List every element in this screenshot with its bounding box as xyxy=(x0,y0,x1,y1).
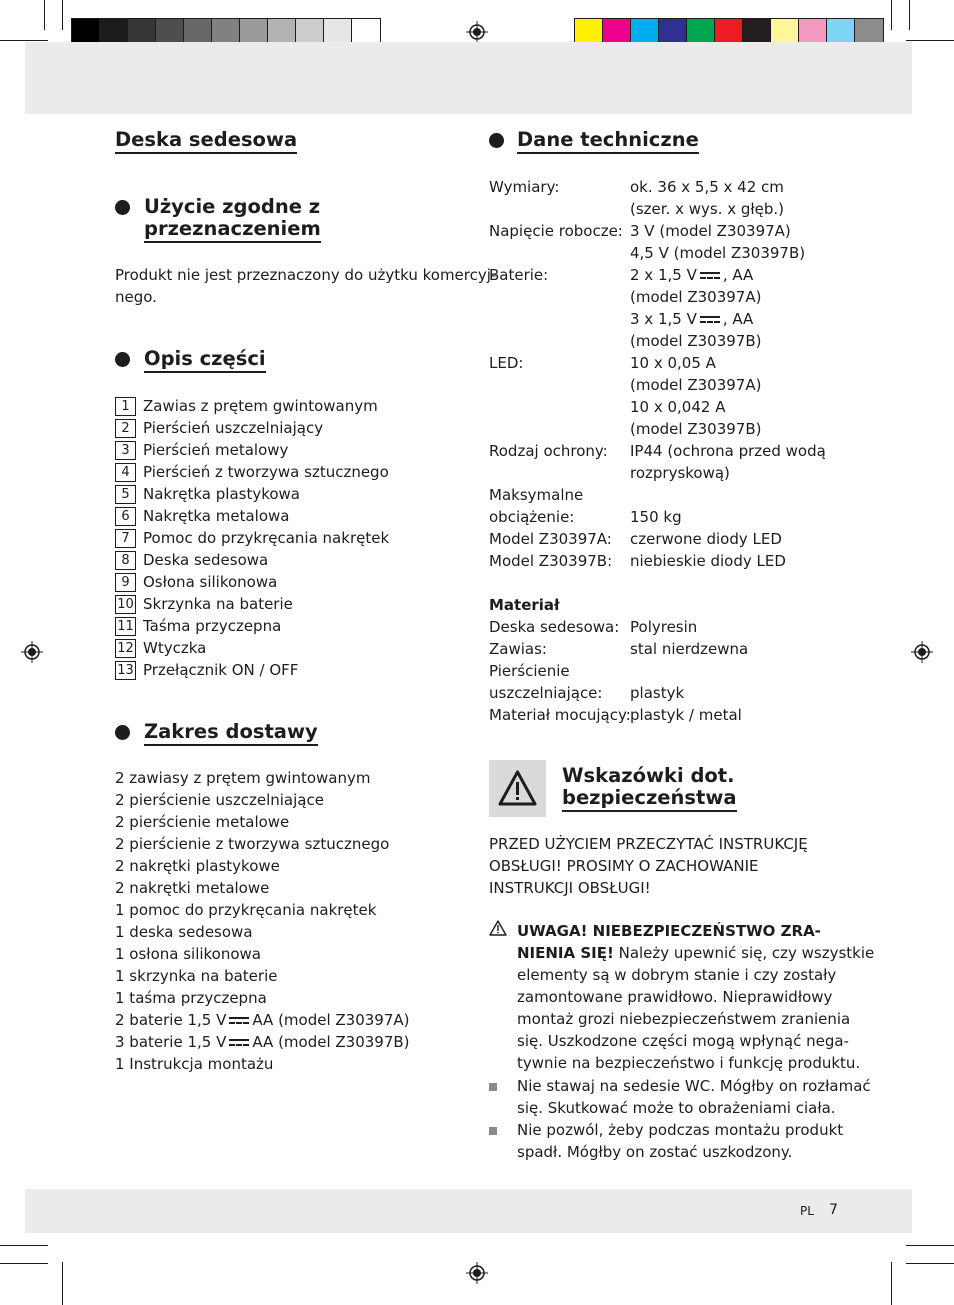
dc-symbol-icon xyxy=(700,315,720,324)
tech-value: (szer. x wys. x głęb.) xyxy=(630,200,785,218)
tech-value-text: 3 x 1,5 V xyxy=(630,310,697,328)
warning-line: zamontowane prawidłowo. Nieprawidłowy xyxy=(517,988,833,1006)
tech-label: Pierścienie xyxy=(489,662,570,680)
delivery-item: 1 deska sedesowa xyxy=(115,923,253,941)
part-item xyxy=(115,660,298,680)
delivery-item: 2 zawiasy z prętem gwintowanym xyxy=(115,769,371,787)
tech-value: (model Z30397B) xyxy=(630,332,762,350)
delivery-item: 1 skrzynka na baterie xyxy=(115,967,278,985)
part-label: Nakrętka plastykowa xyxy=(143,485,301,503)
tech-label: Model Z30397A: xyxy=(489,530,612,548)
warning-line: montaż grozi niebezpieczeństwem zranienia xyxy=(517,1010,851,1028)
part-number: 5 xyxy=(115,485,136,504)
tech-value: ok. 36 x 5,5 x 42 cm xyxy=(630,178,784,196)
delivery-item: 1 Instrukcja montażu xyxy=(115,1055,274,1073)
part-item xyxy=(115,572,277,592)
part-number: 10 xyxy=(115,595,136,614)
crop-mark xyxy=(62,0,63,30)
tech-value: stal nierdzewna xyxy=(630,640,749,658)
warning-small-icon xyxy=(489,920,507,936)
part-item xyxy=(115,638,206,658)
section-bullet-icon xyxy=(115,352,130,367)
tech-label: Maksymalne xyxy=(489,486,584,504)
delivery-item: 2 pierścienie metalowe xyxy=(115,813,290,831)
part-number: 11 xyxy=(115,617,136,636)
dc-symbol-icon xyxy=(229,1038,249,1047)
tech-label: Model Z30397B: xyxy=(489,552,613,570)
intended-use-text: Produkt nie jest przeznaczony do użytku komercyj- nego. xyxy=(115,266,497,306)
warning-line: elementy są w dobrym stanie i czy zostały xyxy=(517,966,837,984)
crop-mark xyxy=(62,1262,63,1305)
list-bullet-icon xyxy=(489,1127,497,1135)
part-label: Pierścień uszczelniający xyxy=(143,419,324,437)
safety-caps-notice xyxy=(489,833,808,899)
delivery-heading: Zakres dostawy xyxy=(144,721,318,743)
header-band xyxy=(25,42,912,114)
list-bullet-icon xyxy=(489,1083,497,1091)
tech-label: Zawias: xyxy=(489,640,547,658)
delivery-item-text: 3 baterie 1,5 V xyxy=(115,1033,227,1051)
crop-mark xyxy=(0,1263,48,1264)
caps-line: INSTRUKCJI OBSŁUGI! xyxy=(489,879,651,897)
tech-value-text: , AA xyxy=(722,266,754,284)
crop-mark xyxy=(906,1245,954,1246)
registration-mark-icon xyxy=(466,21,488,43)
part-item xyxy=(115,396,378,416)
tech-label: Wymiary: xyxy=(489,178,560,196)
section-bullet-icon xyxy=(115,200,130,215)
crop-mark xyxy=(891,0,892,30)
part-label: Pierścień z tworzywa sztucznego xyxy=(143,463,389,481)
part-item xyxy=(115,528,389,548)
safety-bullet: Nie stawaj na sedesie WC. Mógłby on rozłamać się. Skutkować może to obrażeniami ciała. xyxy=(517,1077,871,1117)
part-number: 3 xyxy=(115,441,136,460)
delivery-item: 2 nakrętki metalowe xyxy=(115,879,270,897)
warning-triangle-icon xyxy=(489,760,546,817)
safety-bullet: Nie pozwól, żeby podczas montażu produkt spadł. Mógłby on zostać uszkodzony. xyxy=(517,1121,844,1161)
registration-mark-icon xyxy=(21,641,43,663)
tech-value: rozpryskową) xyxy=(630,464,730,482)
tech-label: Napięcie robocze: xyxy=(489,222,623,240)
warning-line: się. Uszkodzone części mogą wpłynąć nega- xyxy=(517,1032,849,1050)
registration-mark-icon xyxy=(466,1262,488,1284)
tech-value xyxy=(630,308,753,330)
part-number: 6 xyxy=(115,507,136,526)
part-number: 1 xyxy=(115,397,136,416)
parts-heading: Opis części xyxy=(144,348,266,370)
part-label: Pierścień metalowy xyxy=(143,441,289,459)
crop-mark xyxy=(0,1245,48,1246)
caps-line: OBSŁUGI! PROSIMY O ZACHOWANIE xyxy=(489,857,759,875)
tech-value-text: 2 x 1,5 V xyxy=(630,266,697,284)
warning-box xyxy=(489,760,546,817)
crop-mark xyxy=(44,0,45,30)
tech-value: IP44 (ochrona przed wodą xyxy=(630,442,826,460)
part-label: Nakrętka metalowa xyxy=(143,507,290,525)
page-title: Deska sedesowa xyxy=(115,129,297,151)
section-bullet-icon xyxy=(489,133,504,148)
part-number: 13 xyxy=(115,661,136,680)
part-number: 4 xyxy=(115,463,136,482)
delivery-item: 2 pierścienie uszczelniające xyxy=(115,791,324,809)
part-label: Pomoc do przykręcania nakrętek xyxy=(143,529,390,547)
tech-value: 10 x 0,042 A xyxy=(630,398,726,416)
tech-value: 3 V (model Z30397A) xyxy=(630,222,791,240)
material-heading: Materiał xyxy=(489,596,560,614)
crop-mark xyxy=(909,0,910,30)
part-number: 7 xyxy=(115,529,136,548)
tech-value: czerwone diody LED xyxy=(630,530,782,548)
delivery-item: 1 pomoc do przykręcania nakrętek xyxy=(115,901,377,919)
crop-mark xyxy=(906,1263,954,1264)
tech-value xyxy=(630,264,753,286)
warning-line: tywnie na bezpieczeństwo i funkcję produktu. xyxy=(517,1054,861,1072)
tech-label: uszczelniające: xyxy=(489,684,603,702)
crop-mark xyxy=(906,40,954,41)
delivery-item-text: AA (model Z30397A) xyxy=(252,1011,410,1029)
part-label: Skrzynka na baterie xyxy=(143,595,293,613)
tech-value-text: , AA xyxy=(722,310,754,328)
tech-value: 10 x 0,05 A xyxy=(630,354,716,372)
delivery-list xyxy=(115,767,410,1075)
warning-text: UWAGA! NIEBEZPIECZEŃSTWO ZRA- NIENIA SIĘ! Należy upewnić się, czy wszystkie elementy są w dobrym stanie i czy zostały zamontowane prawidłowo. Nieprawidłowy montaż grozi niebezpieczeństwem zranienia się. Uszkodzone części mogą wpłynąć nega- tywnie na bezpieczeństwo i funkcję produktu. xyxy=(517,922,875,1072)
tech-label: obciążenie: xyxy=(489,508,575,526)
tech-value: niebieskie diody LED xyxy=(630,552,786,570)
page-number: 7 xyxy=(829,1202,838,1218)
footer-band xyxy=(25,1189,912,1233)
tech-value: 150 kg xyxy=(630,508,682,526)
safety-heading: Wskazówki dot. bezpieczeństwa xyxy=(562,765,737,809)
part-number: 8 xyxy=(115,551,136,570)
crop-mark xyxy=(891,1262,892,1305)
delivery-item xyxy=(115,1031,410,1053)
tech-heading: Dane techniczne xyxy=(517,129,699,151)
part-number: 9 xyxy=(115,573,136,592)
part-item xyxy=(115,418,323,438)
part-label: Osłona silikonowa xyxy=(143,573,278,591)
delivery-item xyxy=(115,1009,410,1031)
tech-value: plastyk xyxy=(630,684,685,702)
part-item xyxy=(115,484,300,504)
part-label: Zawias z prętem gwintowanym xyxy=(143,397,378,415)
part-item xyxy=(115,550,268,570)
footer-language: PL xyxy=(800,1204,814,1218)
part-item xyxy=(115,462,389,482)
tech-value: (model Z30397A) xyxy=(630,288,762,306)
delivery-item: 1 taśma przyczepna xyxy=(115,989,267,1007)
delivery-item-text: 2 baterie 1,5 V xyxy=(115,1011,227,1029)
part-label: Deska sedesowa xyxy=(143,551,269,569)
delivery-item: 2 nakrętki plastykowe xyxy=(115,857,280,875)
intended-use-heading: Użycie zgodne z przeznaczeniem xyxy=(144,196,321,240)
part-number: 12 xyxy=(115,639,136,658)
tech-label: Rodzaj ochrony: xyxy=(489,442,608,460)
dc-symbol-icon xyxy=(700,271,720,280)
crop-mark xyxy=(0,40,48,41)
part-item xyxy=(115,616,281,636)
tech-value: Polyresin xyxy=(630,618,698,636)
part-item xyxy=(115,594,293,614)
delivery-item: 2 pierścienie z tworzywa sztucznego xyxy=(115,835,390,853)
part-item xyxy=(115,506,289,526)
delivery-item: 1 osłona silikonowa xyxy=(115,945,262,963)
tech-label: LED: xyxy=(489,354,524,372)
caps-line: PRZED UŻYCIEM PRZECZYTAĆ INSTRUKCJĘ xyxy=(489,835,808,853)
delivery-item-text: AA (model Z30397B) xyxy=(252,1033,410,1051)
section-bullet-icon xyxy=(115,725,130,740)
registration-mark-icon xyxy=(911,641,933,663)
tech-value: 4,5 V (model Z30397B) xyxy=(630,244,806,262)
tech-value: plastyk / metal xyxy=(630,706,742,724)
tech-value: (model Z30397A) xyxy=(630,376,762,394)
tech-label: Materiał mocujący: xyxy=(489,706,631,724)
tech-value: (model Z30397B) xyxy=(630,420,762,438)
part-label: Wtyczka xyxy=(143,639,207,657)
tech-label: Deska sedesowa: xyxy=(489,618,620,636)
tech-label: Baterie: xyxy=(489,266,549,284)
part-label: Przełącznik ON / OFF xyxy=(143,661,299,679)
part-item xyxy=(115,440,288,460)
part-label: Taśma przyczepna xyxy=(143,617,282,635)
part-number: 2 xyxy=(115,419,136,438)
dc-symbol-icon xyxy=(229,1016,249,1025)
